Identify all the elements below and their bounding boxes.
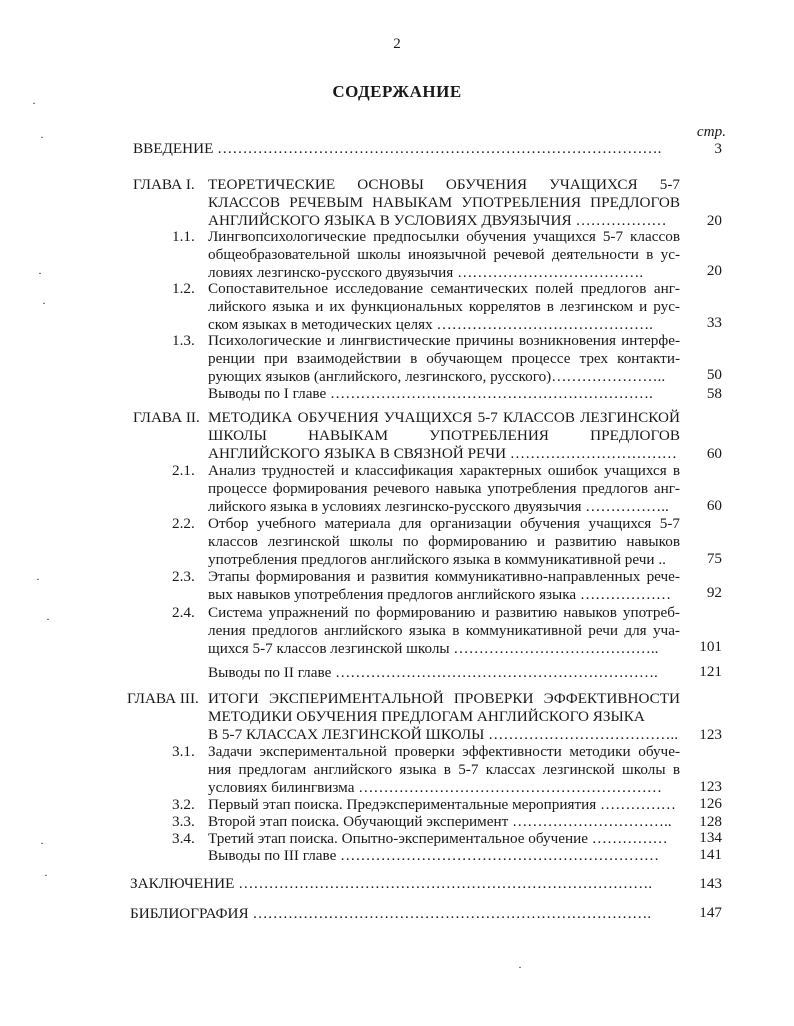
section-title-line: рующих языков (английского, лезгинского, русского)…………………..: [208, 368, 666, 385]
section-title-line: ления предлогов английского языка в коммуникативной речи для уча-: [208, 622, 680, 639]
page-title: СОДЕРЖАНИЕ: [332, 82, 462, 101]
toc-page: 92: [706, 584, 722, 601]
section-label: 3.1.: [172, 743, 195, 760]
toc-entry-conclusions: Выводы по I главе ……………………………………………………….: [208, 385, 653, 402]
toc-page: 134: [699, 829, 722, 846]
toc-entry-conclusions: Выводы по II главе ……………………………………………………….: [208, 664, 658, 681]
section-title-line: Задачи экспериментальной проверки эффективности методики обуче-: [208, 743, 680, 760]
section-label: 1.2.: [172, 280, 195, 297]
chapter-title-line: ШКОЛЫ НАВЫКАМ УПОТРЕБЛЕНИЯ ПРЕДЛОГОВ: [208, 427, 680, 444]
section-title-line: Этапы формирования и развития коммуникативно-направленных рече-: [208, 568, 680, 585]
toc-page: 20: [706, 212, 722, 229]
toc-entry-conclusions: Выводы по III главе ………………………………………………………: [208, 847, 660, 864]
chapter-label: ГЛАВА III.: [127, 690, 199, 707]
chapter-title-line: МЕТОДИКИ ОБУЧЕНИЯ ПРЕДЛОГАМ АНГЛИЙСКОГО ЯЗЫКА: [208, 708, 645, 725]
section-title-line: процессе формирования речевого навыка употребления предлогов анг-: [208, 480, 680, 497]
section-label: 3.2.: [172, 796, 195, 813]
chapter-title-line: ТЕОРЕТИЧЕСКИЕ ОСНОВЫ ОБУЧЕНИЯ УЧАЩИХСЯ 5-7: [208, 176, 680, 193]
section-title-line: Первый этап поиска. Предэкспериментальные мероприятия ……………: [208, 796, 676, 813]
section-title-line: Система упражнений по формированию и развитию навыков употреб-: [208, 604, 680, 621]
chapter-title-line: АНГЛИЙСКОГО ЯЗЫКА В СВЯЗНОЙ РЕЧИ ……………………………: [208, 445, 677, 462]
section-title-line: общеобразовательной школы иноязычной речевой деятельности в ус-: [208, 246, 680, 263]
section-title-line: Психологические и лингвистические причины возникновения интерфе-: [208, 332, 680, 349]
scan-speck: ·: [518, 960, 522, 974]
chapter-label: ГЛАВА I.: [133, 176, 195, 193]
toc-page: 126: [699, 795, 722, 812]
toc-page: 123: [699, 778, 722, 795]
section-title-line: ском языках в методических целях …………………………………….: [208, 316, 653, 333]
toc-page: 121: [699, 663, 722, 680]
toc-page: 101: [699, 638, 722, 655]
toc-page: 3: [714, 140, 722, 157]
toc-page: 58: [706, 385, 722, 402]
chapter-label: ГЛАВА II.: [133, 409, 200, 426]
section-label: 1.3.: [172, 332, 195, 349]
section-title-line: лийского языка в условиях лезгинско-русского двуязычия ……………..: [208, 498, 669, 515]
section-title-line: Третий этап поиска. Опытно-экспериментальное обучение ……………: [208, 830, 668, 847]
section-label: 2.2.: [172, 515, 195, 532]
scan-speck: ·: [36, 572, 40, 586]
section-title-line: Лингвопсихологические предпосылки обучения учащихся 5-7 классов: [208, 228, 680, 245]
page-column-label: стр.: [696, 123, 726, 140]
toc-entry-introduction: ВВЕДЕНИЕ …………………………………………………………………………….: [133, 140, 662, 157]
scan-speck: ·: [44, 868, 48, 882]
section-title-line: ренции при взаимодействии в обучающем процессе трех контакти-: [208, 350, 680, 367]
scan-speck: ·: [38, 266, 42, 280]
scan-speck: ·: [42, 296, 46, 310]
toc-page: 123: [699, 726, 722, 743]
scan-speck: ·: [40, 130, 44, 144]
scan-speck: ·: [32, 96, 36, 110]
chapter-title-line: В 5-7 КЛАССАХ ЛЕЗГИНСКОЙ ШКОЛЫ ………………………………..: [208, 726, 679, 743]
section-label: 2.3.: [172, 568, 195, 585]
chapter-title-line: КЛАССОВ РЕЧЕВЫМ НАВЫКАМ УПОТРЕБЛЕНИЯ ПРЕДЛОГОВ: [208, 194, 680, 211]
toc-page: 128: [699, 813, 722, 830]
toc-page: 141: [699, 846, 722, 863]
toc-page: 20: [706, 262, 722, 279]
section-title-line: условиях билингвизма ……………………………………………………: [208, 779, 662, 796]
toc-page: 33: [706, 314, 722, 331]
section-title-line: Сопоставительное исследование семантических полей предлогов анг-: [208, 280, 680, 297]
chapter-title-line: АНГЛИЙСКОГО ЯЗЫКА В УСЛОВИЯХ ДВУЯЗЫЧИЯ ………………: [208, 212, 667, 229]
section-label: 2.1.: [172, 462, 195, 479]
page-number: 2: [393, 36, 401, 52]
section-title-line: употребления предлогов английского языка в коммуникативной речи ..: [208, 551, 666, 568]
section-title-line: Анализ трудностей и классификация характерных ошибок учащихся в: [208, 462, 680, 479]
section-label: 2.4.: [172, 604, 195, 621]
toc-page: 60: [706, 497, 722, 514]
section-title-line: лийского языка и их функциональных коррелятов в лезгинском и рус-: [208, 298, 680, 315]
toc-entry-conclusion: ЗАКЛЮЧЕНИЕ ……………………………………………………………………….: [130, 875, 653, 892]
section-title-line: вых навыков употребления предлогов английского языка ………………: [208, 586, 672, 603]
section-title-line: классов лезгинской школы по формированию и развитию навыков: [208, 533, 680, 550]
toc-page: 147: [699, 904, 722, 921]
chapter-title-line: МЕТОДИКА ОБУЧЕНИЯ УЧАЩИХСЯ 5-7 КЛАССОВ ЛЕЗГИНСКОЙ: [208, 409, 680, 426]
toc-entry-bibliography: БИБЛИОГРАФИЯ …………………………………………………………………….: [130, 905, 652, 922]
section-title-line: Второй этап поиска. Обучающий эксперимент …………………………..: [208, 813, 672, 830]
section-title-line: ния предлогам английского языка в 5-7 классах лезгинской школы в: [208, 761, 680, 778]
section-title-line: Отбор учебного материала для организации обучения учащихся 5-7: [208, 515, 680, 532]
toc-page: 50: [706, 366, 722, 383]
section-title-line: ловиях лезгинско-русского двуязычия ……………………………….: [208, 264, 644, 281]
scan-speck: ·: [46, 612, 50, 626]
section-title-line: щихся 5-7 классов лезгинской школы …………………………………..: [208, 640, 659, 657]
section-label: 3.4.: [172, 830, 195, 847]
toc-page: 75: [706, 550, 722, 567]
toc-page: 60: [706, 445, 722, 462]
section-label: 3.3.: [172, 813, 195, 830]
scan-speck: ·: [40, 836, 44, 850]
section-label: 1.1.: [172, 228, 195, 245]
toc-page: 143: [699, 875, 722, 892]
chapter-title-line: ИТОГИ ЭКСПЕРИМЕНТАЛЬНОЙ ПРОВЕРКИ ЭФФЕКТИВНОСТИ: [208, 690, 680, 707]
